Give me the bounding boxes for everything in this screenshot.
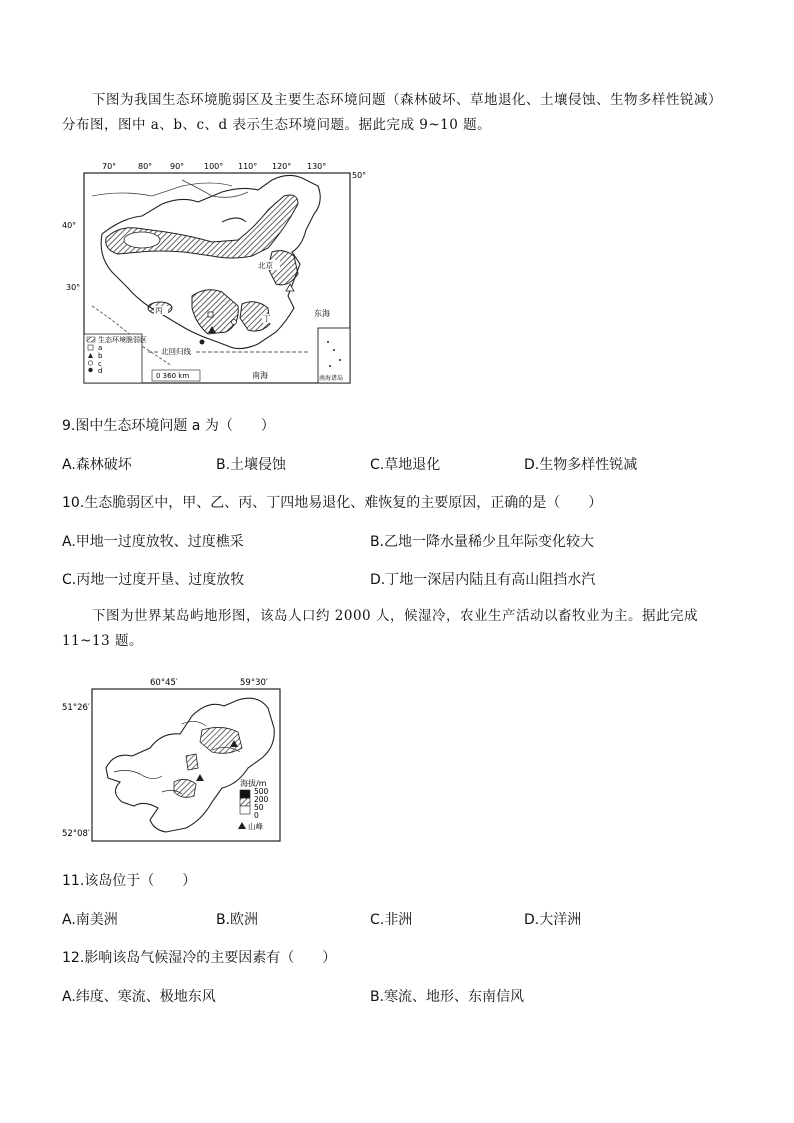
question-9-stem: 9.图中生态环境问题 a 为（ ） — [62, 418, 275, 434]
lon-label: 110° — [238, 162, 258, 171]
lat-label: 51°26′ — [62, 703, 90, 713]
nanhai-label: 南海 — [252, 371, 268, 380]
q9-option-d[interactable]: D.生物多样性锐减 — [524, 457, 638, 473]
bing-label: 丙 — [155, 306, 163, 315]
lon-label: 90° — [170, 162, 185, 171]
legend-c: c — [98, 360, 102, 368]
q10-option-a[interactable]: A.甲地一过度放牧、过度樵采 — [62, 534, 244, 550]
intro-paragraph-1: 下图为我国生态环境脆弱区及主要生态环境问题（森林破坏、草地退化、土壤侵蚀、生物多样性锐减）分布图，图中 a、b、c、d 表示生态环境问题。据此完成 9~10 题。 — [62, 92, 722, 133]
legend-title: 海拔/m — [240, 779, 267, 788]
lat-label: 40° — [62, 221, 77, 230]
ding-label: 丁 — [263, 314, 271, 323]
q10-option-c[interactable]: C.丙地一过度开垦、过度放牧 — [62, 572, 245, 588]
beijing-label: 北京 — [258, 261, 273, 270]
question-12-stem: 12.影响该岛气候湿冷的主要因素有（ ） — [62, 950, 337, 966]
peak-label: 山峰 — [248, 822, 263, 831]
legend-zone: 生态环境脆弱区 — [98, 336, 147, 344]
lon-label: 80° — [138, 162, 153, 171]
legend-value: 0 — [254, 811, 259, 820]
legend-a: a — [98, 344, 103, 352]
tropic-label: 北回归线 — [161, 347, 191, 356]
q11-option-d[interactable]: D.大洋洲 — [524, 912, 582, 928]
china-map — [62, 156, 372, 388]
lon-label: 120° — [272, 162, 292, 171]
question-10-stem: 10.生态脆弱区中，甲、乙、丙、丁四地易退化、难恢复的主要原因，正确的是（ ） — [62, 495, 603, 511]
lon-label: 70° — [102, 162, 117, 171]
q9-option-a[interactable]: A.森林破坏 — [62, 457, 132, 473]
legend-value: 200 — [254, 795, 269, 804]
legend-d: d — [98, 367, 103, 375]
intro-paragraph-2: 下图为世界某岛屿地形图，该岛人口约 2000 人，候湿冷，农业生产活动以畜牧业为主。据此完成 11~13 题。 — [62, 608, 698, 649]
lat-label: 52°08′ — [62, 829, 90, 839]
lat-label: 50° — [352, 171, 367, 180]
scale-bar: 0 360 km — [156, 372, 190, 380]
lon-label: 60°45′ — [150, 678, 178, 688]
q9-option-c[interactable]: C.草地退化 — [370, 457, 441, 473]
question-11-stem: 11.该岛位于（ ） — [62, 873, 197, 889]
islands-label: 南海诸岛 — [319, 375, 344, 382]
q11-option-c[interactable]: C.非洲 — [370, 912, 413, 928]
legend-value: 50 — [254, 803, 264, 812]
q12-option-a[interactable]: A.纬度、寒流、极地东风 — [62, 989, 216, 1005]
lon-label: 59°30′ — [240, 678, 268, 688]
q11-option-b[interactable]: B.欧洲 — [216, 912, 259, 928]
q9-option-b[interactable]: B.土壤侵蚀 — [216, 457, 287, 473]
lon-label: 100° — [204, 162, 224, 171]
lat-label: 30° — [66, 283, 81, 292]
q10-option-b[interactable]: B.乙地一降水量稀少且年际变化较大 — [370, 534, 595, 550]
donghai-label: 东海 — [314, 309, 330, 318]
lon-label: 130° — [307, 162, 327, 171]
q10-option-d[interactable]: D.丁地一深居内陆且有高山阻挡水汽 — [370, 572, 596, 588]
legend-b: b — [98, 352, 103, 360]
legend-value: 500 — [254, 787, 269, 796]
q12-option-b[interactable]: B.寒流、地形、东南信风 — [370, 989, 525, 1005]
island-map — [62, 672, 284, 844]
q11-option-a[interactable]: A.南美洲 — [62, 912, 118, 928]
